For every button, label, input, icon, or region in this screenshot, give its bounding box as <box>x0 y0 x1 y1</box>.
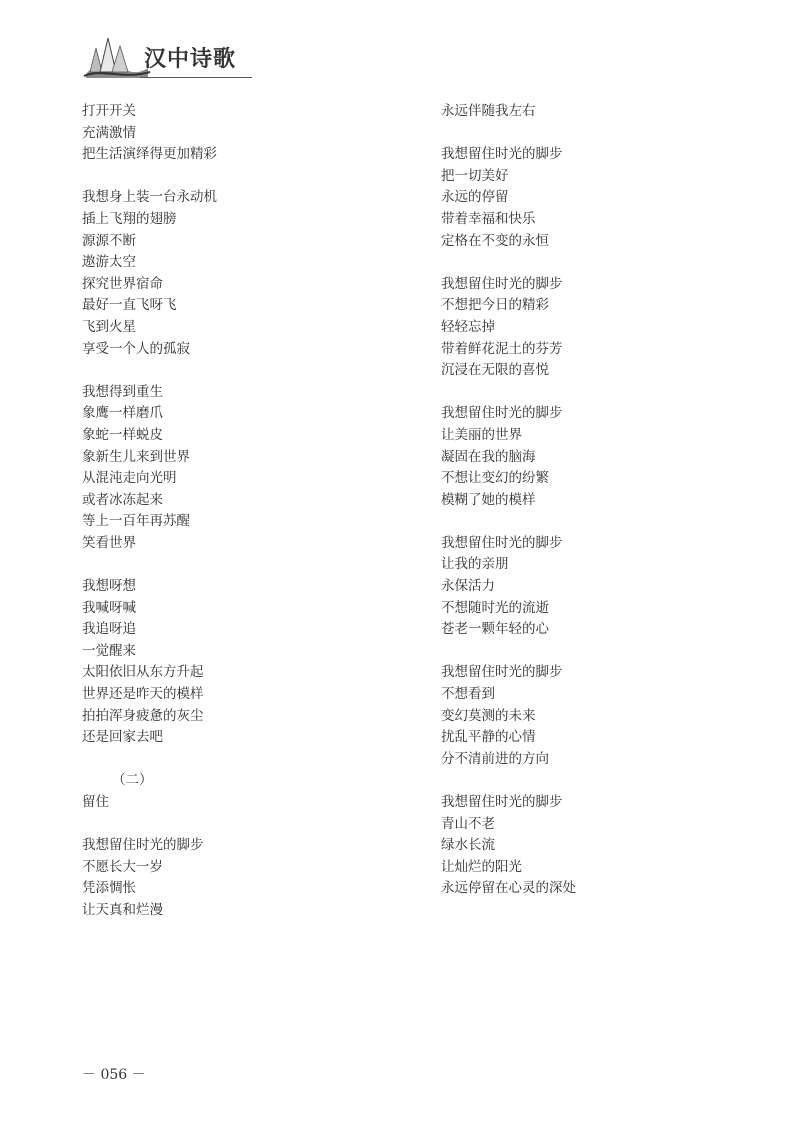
stanza-gap <box>441 123 691 145</box>
page-header <box>82 32 252 82</box>
poem-line: 永远伴随我左右 <box>441 103 536 119</box>
poem-line: 拍拍浑身疲惫的灰尘 <box>82 707 204 724</box>
poem-line: 遨游太空 <box>82 254 136 271</box>
poem-line: 太阳依旧从东方升起 <box>82 664 204 681</box>
poem-line: 分不清前进的方向 <box>441 750 549 767</box>
poem-line: 我想呀想 <box>82 578 136 595</box>
poem-line: 我想得到重生 <box>82 383 163 400</box>
poem-line: （二） <box>112 772 153 789</box>
poem-line: 象新生儿来到世界 <box>82 448 190 465</box>
poem-line: 世界还是昨天的模样 <box>82 686 204 703</box>
poem-line: 让天真和烂漫 <box>82 901 163 918</box>
poem-line: 绿水长流 <box>441 837 495 854</box>
poem-line: 我想留住时光的脚步 <box>82 837 204 854</box>
poem-line: 一觉醒来 <box>82 642 136 659</box>
poem-line: 沉浸在无限的喜悦 <box>441 362 549 379</box>
poem-line: 我想身上装一台永动机 <box>82 189 217 206</box>
poem-line: 把一切美好 <box>441 167 509 184</box>
poem-line: 我想留住时光的脚步 <box>441 405 563 422</box>
poem-line: 把生活演绎得更加精彩 <box>82 146 217 163</box>
poem-line: 我想留住时光的脚步 <box>441 275 563 292</box>
poem-line: 让灿烂的阳光 <box>441 858 522 875</box>
poem-line: 不想把今日的精彩 <box>441 297 549 314</box>
poem-line: 我想留住时光的脚步 <box>441 664 563 681</box>
poem-line: 源源不断 <box>82 232 136 249</box>
poem-line: 探究世界宿命 <box>82 275 163 292</box>
poem-line: 带着鲜花泥土的芬芳 <box>441 340 563 357</box>
header-rule <box>140 77 252 78</box>
poem-line: 带着幸福和快乐 <box>441 210 536 227</box>
poem-line: 象鹰一样磨爪 <box>82 405 163 422</box>
header-title: 汉中诗歌 <box>144 47 237 72</box>
poem-line: 凭添惆怅 <box>82 880 136 897</box>
poem-line: 青山不老 <box>441 815 495 832</box>
poem-line: 不想随时光的流逝 <box>441 599 549 616</box>
stanza-gap <box>82 749 332 771</box>
stanza-gap <box>82 554 332 576</box>
stanza-gap <box>441 641 691 663</box>
poem-line: 扰乱平静的心情 <box>441 729 536 746</box>
poem-line: 充满激情 <box>82 124 136 141</box>
stanza-gap <box>82 360 332 382</box>
poem-line: 轻轻忘掉 <box>441 318 495 335</box>
stanza-gap <box>441 770 691 792</box>
poem-line: 我追呀追 <box>82 621 136 638</box>
poem-line: 象蛇一样蜕皮 <box>82 426 163 443</box>
poem-line: 凝固在我的脑海 <box>441 448 536 465</box>
stanza-gap <box>441 382 691 404</box>
poem-line: 留住 <box>82 794 109 810</box>
poem-line: 不想看到 <box>441 686 495 703</box>
poem-line: 不愿长大一岁 <box>82 858 163 875</box>
poem-line: 最好一直飞呀飞 <box>82 297 177 314</box>
stanza-gap <box>441 252 691 274</box>
poem-line: 让美丽的世界 <box>441 426 522 443</box>
poem-line: 永远的停留 <box>441 189 509 206</box>
poem-line: 打开开关 <box>82 103 136 119</box>
stanza-gap <box>441 511 691 533</box>
poem-line: 享受一个人的孤寂 <box>82 340 190 357</box>
poem-right-column <box>441 101 691 900</box>
poem-left-column <box>82 101 332 922</box>
poem-line: 还是回家去吧 <box>82 729 163 746</box>
poem-line: 或者冰冻起来 <box>82 491 163 508</box>
poem-line: 从混沌走向光明 <box>82 470 177 487</box>
poem-line: 让我的亲朋 <box>441 556 509 573</box>
poem-line: 等上一百年再苏醒 <box>82 513 190 530</box>
poem-line: 定格在不变的永恒 <box>441 232 549 249</box>
poem-line: 模糊了她的模样 <box>441 491 536 508</box>
page-number: － 056 － <box>82 1067 146 1083</box>
poem-line: 永保活力 <box>441 578 495 595</box>
poem-line: 我喊呀喊 <box>82 599 136 616</box>
poem-line: 插上飞翔的翅膀 <box>82 210 177 227</box>
poem-line: 永远停留在心灵的深处 <box>441 880 576 897</box>
poem-line: 不想让变幻的纷繁 <box>441 470 549 487</box>
poem-line: 我想留住时光的脚步 <box>441 146 563 163</box>
stanza-gap <box>82 166 332 188</box>
poem-line: 苍老一颗年轻的心 <box>441 621 549 638</box>
stanza-gap <box>82 814 332 836</box>
poem-line: 我想留住时光的脚步 <box>441 534 563 551</box>
poem-line: 笑看世界 <box>82 534 136 551</box>
header-logo-icon <box>82 32 152 82</box>
poem-line: 飞到火星 <box>82 318 136 335</box>
poem-line: 变幻莫测的未来 <box>441 707 536 724</box>
poem-line: 我想留住时光的脚步 <box>441 794 563 810</box>
